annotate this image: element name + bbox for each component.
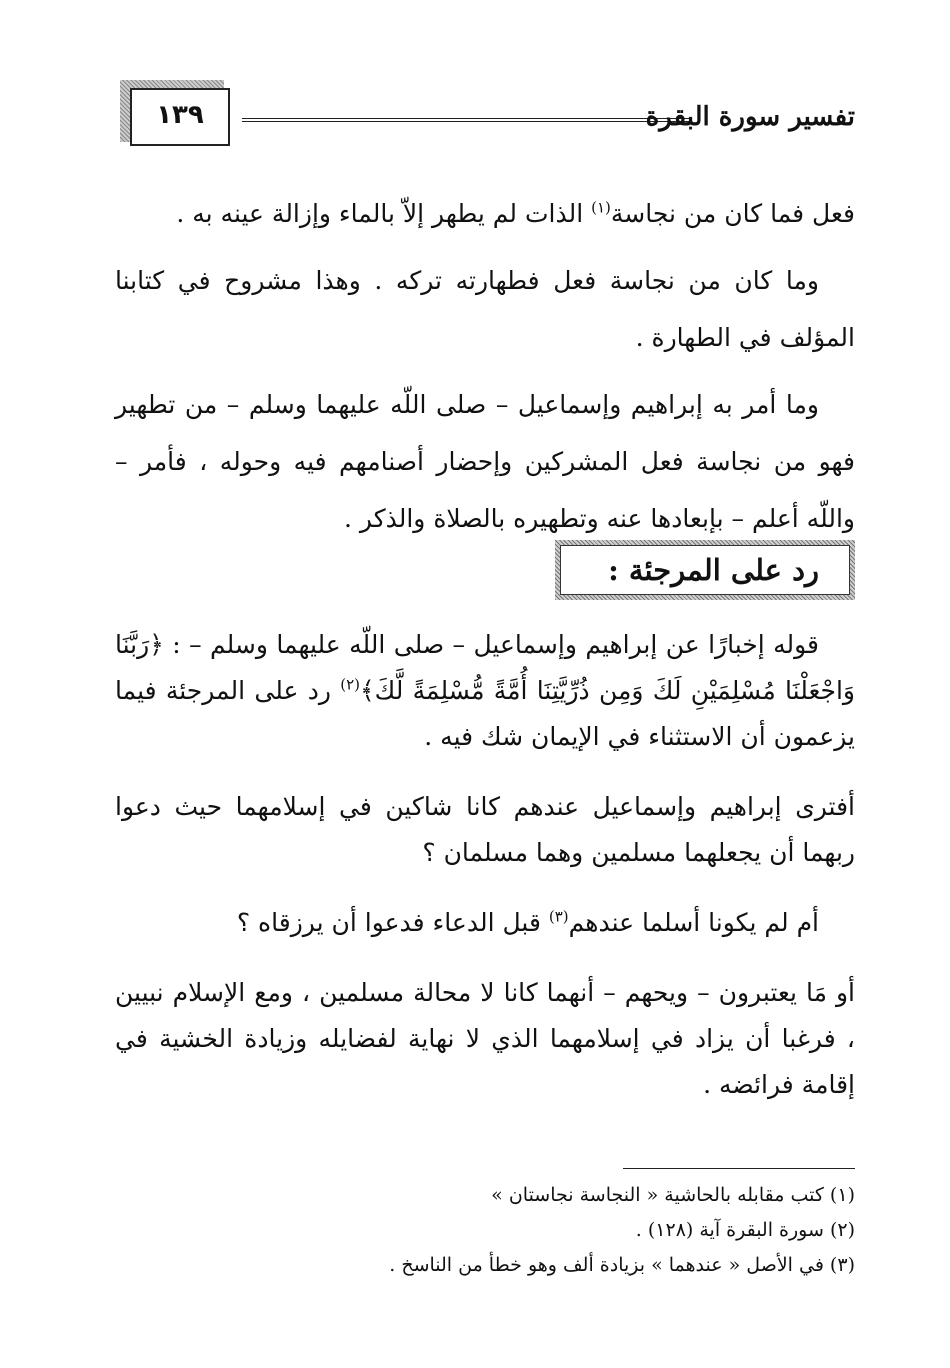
footnotes [115,1178,855,1283]
section-heading: رد على المرجئة : [560,545,850,595]
section-heading-frame [555,540,855,600]
page-number: ١٣٩ [156,100,204,130]
paragraph-1-tail: الذات لم يطهر إلاّ بالماء وإزالة عينه به . [176,199,592,228]
header-rule [242,118,690,122]
paragraph-6-tail: قبل الدعاء فدعوا أن يرزقاه ؟ [236,908,549,937]
body-text-upper [115,185,855,557]
footnote-3: (٣) في الأصل « عندهما » بزيادة ألف وهو خطأ من الناسخ . [389,1254,855,1276]
footnote-2: (٢) سورة البقرة آية (١٢٨) . [635,1219,855,1241]
paragraph-1 [115,185,855,242]
body-text-lower [115,622,855,1132]
footnote-separator [623,1168,855,1169]
paragraph-4-text: قوله إخبارًا عن إبراهيم وإسماعيل – صلى اللّه عليهما وسلم – : ﴿رَبَّنَا وَاجْعَلْنَا مُسْلِمَيْنِ لَكَ وَمِن ذُرِّيَّتِنَا أُمَّةً مُّسْلِمَةً لَّكَ﴾ [115,630,856,705]
paragraph-4 [115,622,855,760]
paragraph-6-text: أم لم يكونا أسلما عندهم [568,908,819,937]
paragraph-4-tail: رد على المرجئة فيما يزعمون أن الاستثناء في الإيمان شك فيه . [115,676,855,751]
footnote-ref-1: (١) [591,198,611,217]
footnote-ref-2: (٢) [340,675,360,694]
footnote-ref-3: (٣) [548,907,569,926]
page-number-box [130,88,230,146]
running-title: تفسير سورة البقرة [645,102,855,132]
paragraph-1-text: فعل فما كان من نجاسة [610,199,855,228]
paragraph-3: وما أمر به إبراهيم وإسماعيل – صلى اللّه عليهما وسلم – من تطهير فهو من نجاسة فعل المشركين وإحضار أصنامهم فيه وحوله ، فأمر – واللّه أعلم – بإبعادها عنه وتطهيره بالصلاة والذكر . [115,390,856,533]
paragraph-7: أو مَا يعتبرون – ويحهم – أنهما كانا لا محالة مسلمين ، ومع الإسلام نبيين ، فرغبا أن يزاد في إسلامهما الذي لا نهاية لفضايله وزيادة الخشية في إقامة فرائضه . [115,978,855,1099]
paragraph-6 [115,900,855,946]
footnote-1: (١) كتب مقابله بالحاشية « النجاسة نجاستان » [491,1184,855,1206]
page-header [120,80,855,150]
paragraph-2: وما كان من نجاسة فعل فطهارته تركه . وهذا مشروح في كتابنا المؤلف في الطهارة . [115,266,855,352]
paragraph-5: أفترى إبراهيم وإسماعيل عندهم كانا شاكين في إسلامهما حيث دعوا ربهما أن يجعلهما مسلمين وهما مسلمان ؟ [115,792,855,867]
